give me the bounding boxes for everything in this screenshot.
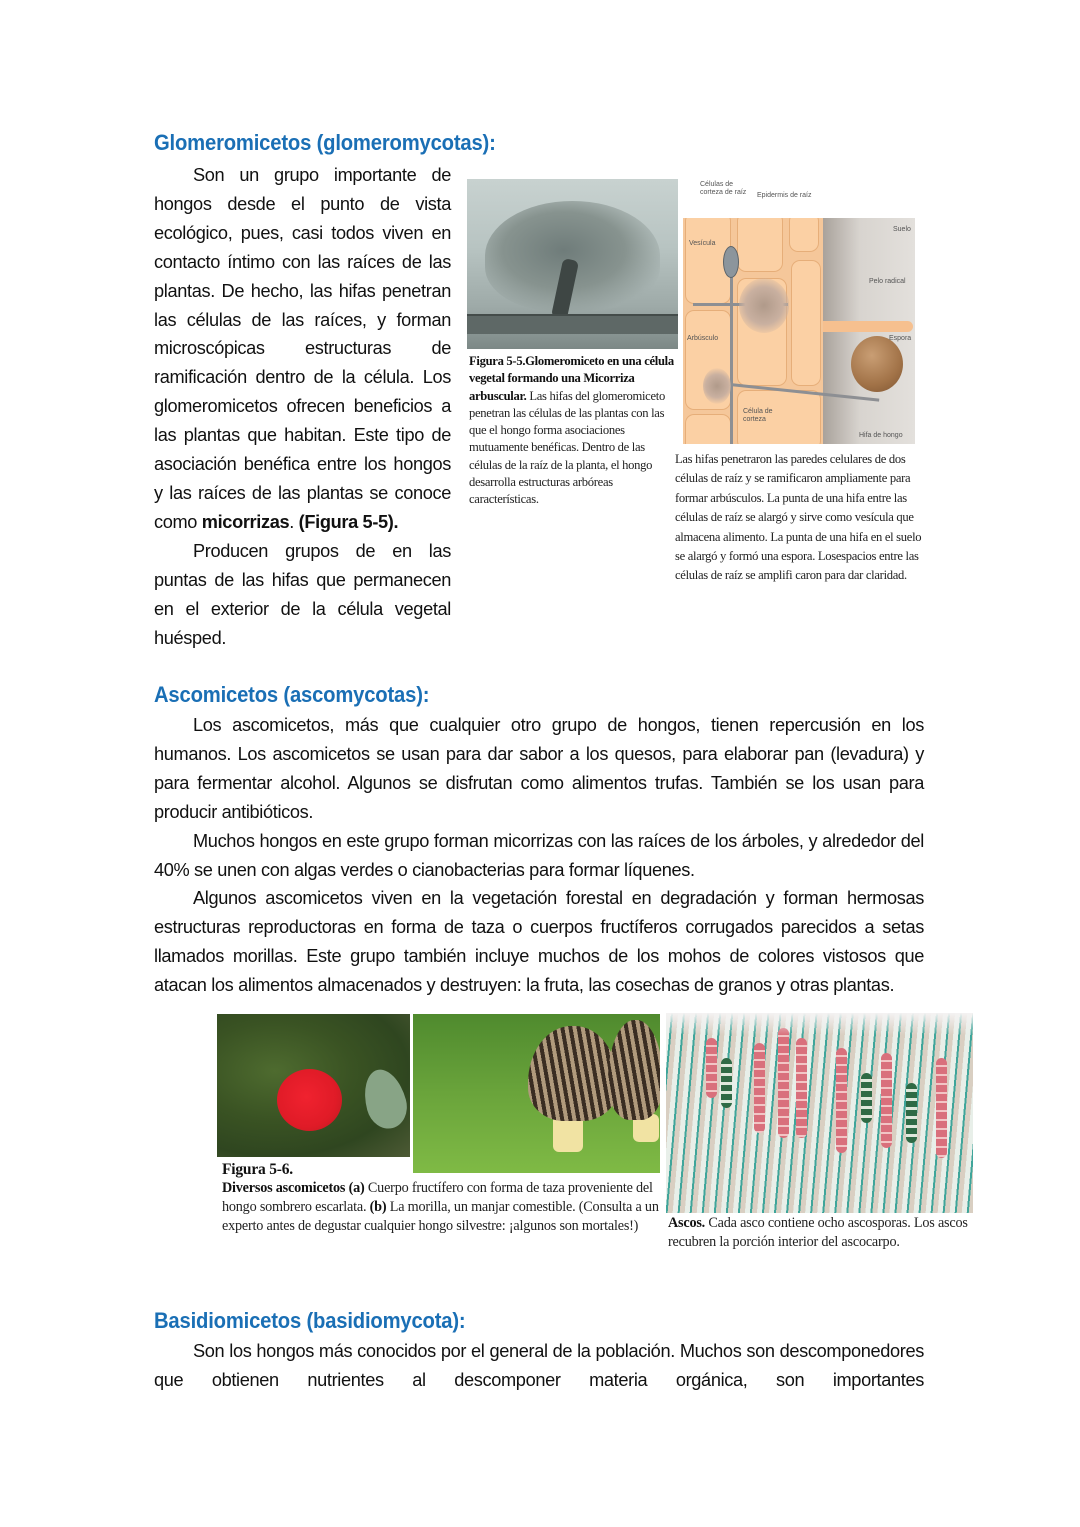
text-line: asociación benéfica entre los hongos — [154, 454, 451, 475]
ascus — [836, 1048, 847, 1153]
figure-5-6-title: Figura 5-6. — [222, 1161, 293, 1178]
root-hair — [823, 321, 913, 332]
label-hypha: Hifa de hongo — [859, 432, 903, 439]
heading-glomeromicetos: Glomeromicetos (glomeromycotas): — [154, 130, 496, 155]
arbuscule — [703, 368, 731, 404]
figure-reference: (Figura 5-5). — [298, 511, 399, 532]
ascus — [861, 1073, 872, 1123]
arbuscule — [739, 278, 789, 333]
text-line: puntas de las hifas que permanecen — [154, 569, 451, 590]
basidiomicetos-paragraph-1: Son los hongos más conocidos por el general de la población. Muchos son descomponedores que obtienen nutrientes al descomponer materia orgánica, son importantes — [154, 1341, 924, 1390]
text-line: y las raíces de las plantas se conoce — [154, 482, 451, 503]
basidiomicetos-text — [154, 1337, 924, 1395]
label-cortex-cells: Células de corteza de raíz — [700, 181, 747, 196]
caption-bold: Diversos ascomicetos — [222, 1180, 349, 1196]
text-fragment: como — [154, 511, 202, 532]
ascus — [706, 1038, 717, 1098]
label-arbuscule: Arbúsculo — [687, 335, 719, 342]
text-line: contacto íntimo con las raíces de las — [154, 251, 451, 272]
ascus — [721, 1058, 732, 1108]
ascus — [778, 1028, 789, 1138]
ascus — [754, 1043, 765, 1133]
label-vesicle: Vesícula — [689, 240, 716, 247]
scarlet-cup — [277, 1069, 342, 1131]
micrograph-top — [666, 1013, 973, 1035]
figure-5-5-micrograph — [467, 179, 678, 349]
figure-5-5-title: Figura 5-5.Glomeromiceto en una célula vegetal formando una Micorriza arbuscular. — [469, 354, 674, 403]
caption-label-a: (a) — [348, 1180, 365, 1196]
morel-cap — [528, 1026, 618, 1121]
heading-basidiomicetos: Basidiomicetos (basidiomycota): — [154, 1308, 466, 1333]
root-cell — [789, 218, 819, 252]
figure-5-6-caption-text — [222, 1179, 662, 1236]
root-cell — [685, 414, 731, 444]
spore — [851, 336, 903, 392]
text-line: en el exterior de la célula vegetal — [154, 598, 451, 619]
text-line: ecológico, pues, casi todos viven en — [154, 222, 451, 243]
text-line: las células de las raíces, y forman — [154, 309, 451, 330]
caption-label-b: (b) — [369, 1199, 387, 1215]
ascomicetos-text — [154, 711, 924, 1000]
label-epidermis: Epidermis de raíz — [757, 192, 812, 199]
text-line — [154, 508, 451, 537]
asci-caption — [668, 1214, 980, 1252]
caption-text-b: La morilla, un manjar comestible. (Consulta a un experto antes de degustar cualquier hongo silvestre: ¡algunos son mortales!) — [222, 1199, 659, 1234]
text-line: glomeromicetos ofrecen beneficios a — [154, 396, 451, 417]
text-line: hongos desde el punto de vista — [154, 193, 451, 214]
figure-5-6-caption — [222, 1160, 662, 1236]
label-soil: Suelo — [893, 226, 911, 233]
asci-caption-text: Cada asco contiene ocho ascosporas. Los ascos recubren la porción interior del ascocarpo. — [668, 1215, 968, 1250]
caption-text-a: Cuerpo fructífero con forma de taza proveniente del hongo sombrero escarlata. — [222, 1180, 653, 1215]
ascus — [936, 1058, 947, 1158]
figure-5-6c-asci-micrograph — [666, 1013, 973, 1213]
figure-5-5-caption-text: Las hifas del glomeromiceto penetran las células de las plantas con las que el hongo forma asociaciones mutuamente benéficas. Dentro de las células de la raíz de la planta, el hongo desarrolla estructuras arbóreas características. — [469, 388, 665, 507]
hypha — [730, 273, 733, 444]
text-line: Producen grupos de en las — [193, 540, 451, 561]
text-line: huésped. — [154, 627, 227, 648]
text-line: Son un grupo importante de — [193, 165, 451, 185]
term-micorrizas: micorrizas — [201, 511, 290, 532]
heading-ascomicetos: Ascomicetos (ascomycotas): — [154, 682, 430, 707]
leaf — [358, 1065, 410, 1133]
label-spore: Espora — [889, 335, 912, 342]
figure-5-6a-scarlet-cup-photo — [217, 1014, 410, 1157]
morel-cap — [608, 1020, 660, 1120]
text-line: microscópicas estructuras de — [154, 338, 451, 359]
text-line: plantas. De hecho, las hifas penetran — [154, 280, 451, 301]
figure-5-6b-morel-photo — [413, 1014, 660, 1173]
ascomicetos-paragraph-1: Los ascomicetos, más que cualquier otro grupo de hongos, tienen repercusión en los humanos. Los ascomicetos se usan para dar sabor a los quesos, para elaborar pan (levadura) y para fermentar alcohol. Algunos se disfrutan como alimentos trufas. También se los usan para producir antibióticos. — [154, 715, 924, 822]
asci-caption-title: Ascos. — [668, 1215, 706, 1231]
root-cell — [791, 260, 821, 386]
label-cortex-cell: Célula de corteza — [743, 408, 773, 423]
ascus — [796, 1038, 807, 1138]
text-line: las plantas que habitan. Este tipo de — [154, 425, 451, 446]
glomeromicetos-paragraph-1 — [154, 161, 451, 652]
text-fragment: . — [289, 511, 299, 532]
vesicle — [723, 246, 739, 278]
ascus — [881, 1053, 892, 1148]
text-line: ramificación dentro de la célula. Los — [154, 367, 451, 388]
figure-5-5-caption — [469, 353, 674, 509]
ascus — [906, 1083, 917, 1143]
ascomicetos-paragraph-3: Algunos ascomicetos viven en la vegetación forestal en degradación y forman hermosas estructuras reproductoras en forma de taza o cuerpos fructíferos corrugados parecidos a setas llamados morillas. Este grupo también incluye muchos de los mohos de colores vistosos que atacan los alimentos almacenados y destruyen: la fruta, las cosechas de granos y otras plantas. — [154, 888, 924, 996]
cell-wall — [467, 314, 678, 334]
figure-5-5-diagram — [683, 218, 915, 444]
root-cell — [737, 218, 783, 272]
ascomicetos-paragraph-2: Muchos hongos en este grupo forman micorrizas con las raíces de los árboles, y alrededor del 40% se unen con algas verdes o cianobacterias para formar líquenes. — [154, 830, 924, 880]
label-root-hair: Pelo radical — [869, 278, 906, 285]
arbuscule-canopy — [485, 201, 660, 311]
figure-5-5-diagram-caption: Las hifas penetraron las paredes celulares de dos células de raíz y se ramificaron ampliamente para formar arbúsculos. La punta de una hifa entre las células de raíz se alargó y sirve como vesícula que almacena alimento. La punta de una hifa en el suelo se alargó y formó una espora. Losespacios entre las células de raíz se amplifi caron para dar claridad. — [675, 452, 922, 583]
